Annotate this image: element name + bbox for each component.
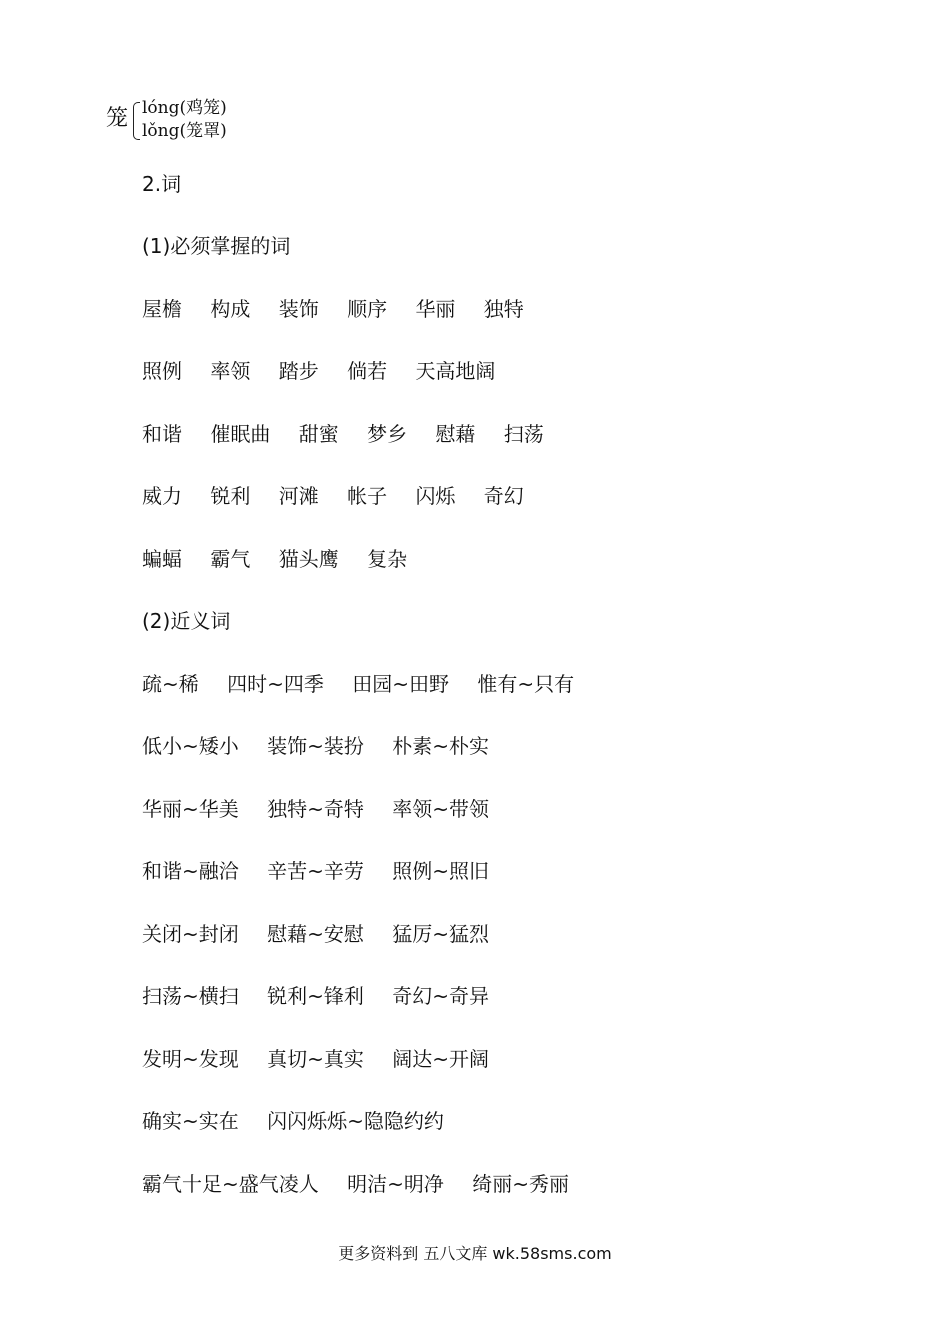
word: 帐子	[347, 484, 388, 508]
synonym-row	[142, 1170, 569, 1198]
synonym-pair: 辛苦~辛劳	[267, 859, 364, 883]
synonym-pair: 和谐~融洽	[142, 859, 239, 883]
synonym-pair: 田园~田野	[352, 672, 450, 696]
synonym-row	[142, 920, 489, 948]
word: 和谐	[142, 422, 182, 446]
word: 复杂	[367, 547, 408, 571]
word: 照例	[142, 359, 182, 383]
word-row	[142, 482, 524, 510]
synonym-pair: 慰藉~安慰	[267, 922, 364, 946]
synonym-pair: 疏~稀	[142, 672, 199, 696]
word: 扫荡	[503, 422, 544, 446]
word: 甜蜜	[298, 422, 339, 446]
synonym-pair: 猛厉~猛烈	[392, 922, 490, 946]
word: 倘若	[347, 359, 388, 383]
synonym-pair: 阔达~开阔	[392, 1047, 490, 1071]
word: 锐利	[210, 484, 251, 508]
word: 催眠曲	[210, 422, 271, 446]
synonym-pair: 奇幻~奇异	[392, 984, 490, 1008]
synonym-row	[142, 1107, 444, 1135]
synonym-pair: 发明~发现	[142, 1047, 239, 1071]
synonym-row	[142, 670, 574, 698]
word: 威力	[142, 484, 182, 508]
synonym-row	[142, 857, 489, 885]
word: 构成	[210, 297, 251, 321]
word-row	[142, 357, 495, 385]
word: 猫头鹰	[278, 547, 339, 571]
synonym-pair: 华丽~华美	[142, 797, 239, 821]
word-row	[142, 545, 407, 573]
word: 河滩	[278, 484, 319, 508]
word: 闪烁	[415, 484, 456, 508]
synonym-pair: 闪闪烁烁~隐隐约约	[267, 1109, 444, 1133]
word: 踏步	[278, 359, 319, 383]
word: 慰藉	[435, 422, 476, 446]
polyphone-character: 笼	[106, 106, 129, 131]
word: 顺序	[347, 297, 388, 321]
synonym-row	[142, 732, 489, 760]
synonym-pair: 照例~照旧	[392, 859, 490, 883]
word: 奇幻	[483, 484, 524, 508]
synonyms-heading: (2)近义词	[142, 609, 231, 633]
left-brace	[133, 102, 140, 140]
word: 梦乡	[367, 422, 408, 446]
synonym-pair: 确实~实在	[142, 1109, 239, 1133]
synonym-row	[142, 795, 489, 823]
synonym-row	[142, 1045, 489, 1073]
word: 蝙蝠	[142, 547, 182, 571]
synonym-pair: 关闭~封闭	[142, 922, 239, 946]
synonym-pair: 绮丽~秀丽	[472, 1172, 570, 1196]
synonym-pair: 惟有~只有	[477, 672, 575, 696]
synonym-pair: 明洁~明净	[347, 1172, 444, 1196]
synonym-pair: 朴素~朴实	[392, 734, 490, 758]
word: 独特	[483, 297, 524, 321]
synonym-pair: 独特~奇特	[267, 797, 364, 821]
must-master-heading: (1)必须掌握的词	[142, 234, 291, 258]
word-row	[142, 295, 524, 323]
page-footer: 更多资料到 五八文库 wk.58sms.com	[338, 1244, 612, 1263]
word: 装饰	[278, 297, 319, 321]
word: 屋檐	[142, 297, 182, 321]
word: 天高地阔	[415, 359, 496, 383]
section-title: 2.词	[142, 172, 182, 196]
polyphone-reading-2: lǒng(笼罩)	[142, 121, 227, 141]
synonym-pair: 率领~带领	[392, 797, 490, 821]
synonym-pair: 霸气十足~盛气凌人	[142, 1172, 319, 1196]
word: 率领	[210, 359, 251, 383]
synonym-pair: 真切~真实	[267, 1047, 364, 1071]
synonym-pair: 装饰~装扮	[267, 734, 364, 758]
synonym-row	[142, 982, 489, 1010]
synonym-pair: 锐利~锋利	[267, 984, 364, 1008]
synonym-pair: 扫荡~横扫	[142, 984, 239, 1008]
word: 霸气	[210, 547, 251, 571]
synonym-pair: 四时~四季	[227, 672, 324, 696]
polyphone-reading-1: lóng(鸡笼)	[142, 98, 227, 118]
synonym-pair: 低小~矮小	[142, 734, 239, 758]
word: 华丽	[415, 297, 456, 321]
word-row	[142, 420, 544, 448]
